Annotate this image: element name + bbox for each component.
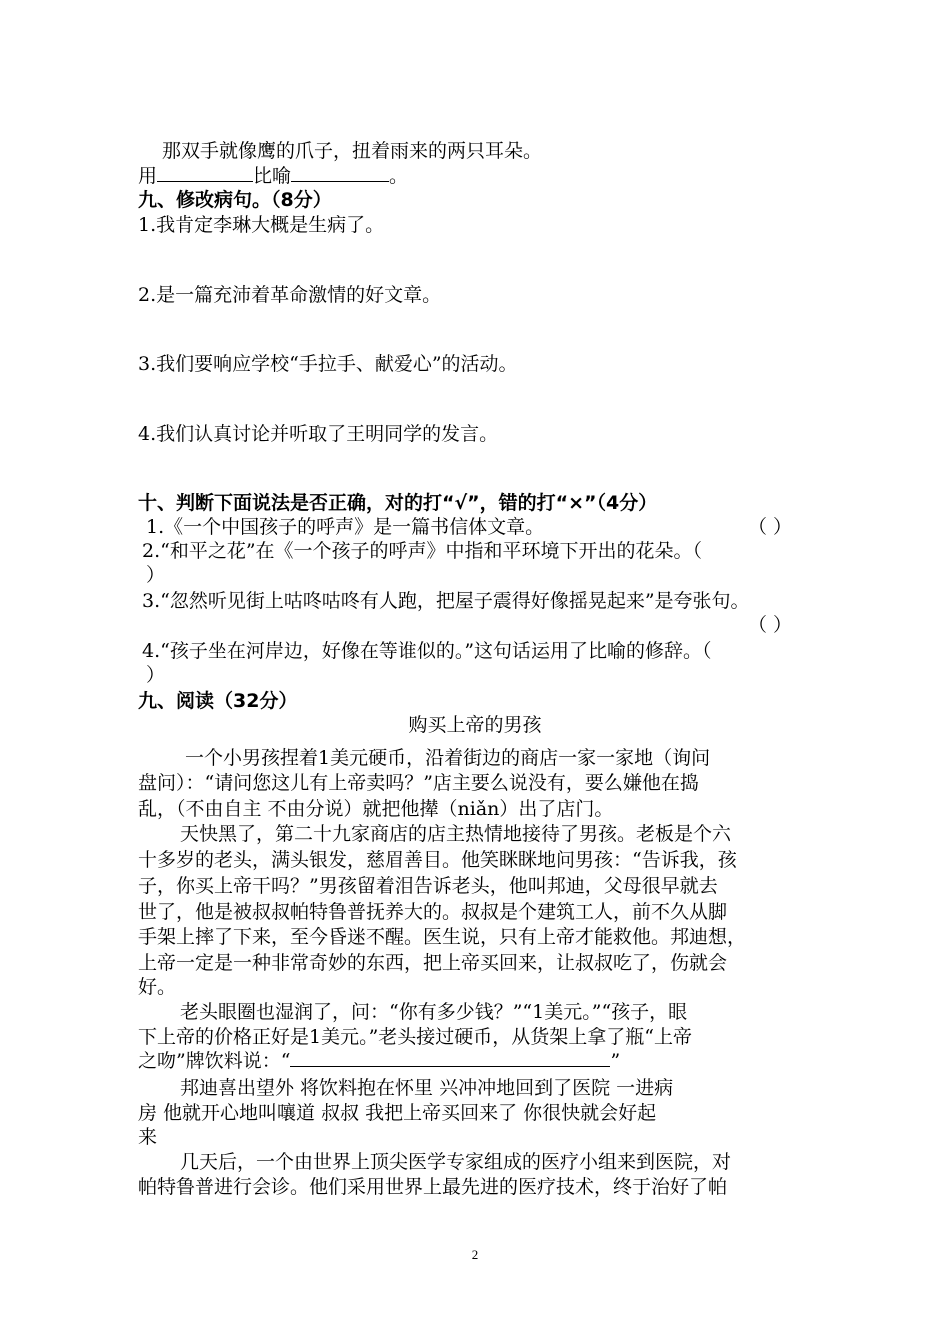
fill-in-line — [138, 1050, 620, 1072]
question-item: 2.“和平之花”在《一个孩子的呼声》中指和平环境下开出的花朵。（ — [142, 540, 703, 562]
passage-line: 盘问）：“请问您这儿有上帝卖吗？”店主要么说没有，要么嫌他在捣 — [138, 772, 699, 794]
question-item: 2.是一篇充沛着革命激情的好文章。 — [138, 284, 442, 306]
passage-line: 天快黑了，第二十九家商店的店主热情地接待了男孩。老板是个六 — [180, 823, 732, 845]
passage-line: 上帝一定是一种非常奇妙的东西，把上帝买回来，让叔叔吃了，伤就会 — [138, 952, 728, 974]
section-heading: 九、阅读（32分） — [138, 690, 298, 712]
sentence-line: 那双手就像鹰的爪子，扭着雨来的两只耳朵。 — [162, 140, 543, 162]
passage-text: 之吻”牌饮料说：“ — [138, 1050, 291, 1072]
answer-parentheses[interactable]: （ ） — [748, 516, 793, 538]
simile-fill-line — [138, 165, 408, 187]
page-number: 2 — [471, 1247, 479, 1262]
close-quote: ” — [610, 1050, 621, 1072]
passage-line: 世了，他是被叔叔帕特鲁普抚养大的。叔叔是个建筑工人，前不久从脚 — [138, 901, 728, 923]
section-heading: 九、修改病句。（8分） — [138, 189, 332, 211]
question-item: 3.“忽然听见街上咕咚咕咚有人跑，把屋子震得好像摇晃起来”是夸张句。 — [142, 590, 750, 612]
passage-line: 一个小男孩捏着1美元硬币，沿着街边的商店一家一家地（询问 — [185, 747, 711, 769]
answer-blank-3[interactable] — [290, 1050, 610, 1067]
passage-line: 邦迪喜出望外 将饮料抱在怀里 兴冲冲地回到了医院 一进病 — [180, 1077, 674, 1099]
passage-line: 十多岁的老头，满头银发，慈眉善目。他笑眯眯地问男孩：“告诉我，孩 — [138, 849, 737, 871]
passage-line: 帕特鲁普进行会诊。他们采用世界上最先进的医疗技术，终于治好了帕 — [138, 1176, 728, 1198]
simile-text: 比喻 — [253, 165, 292, 187]
answer-blank-1[interactable] — [157, 165, 253, 182]
period-text: 。 — [389, 165, 409, 187]
passage-line: 好。 — [138, 976, 177, 998]
passage-line: 几天后，一个由世界上顶尖医学专家组成的医疗小组来到医院，对 — [180, 1151, 732, 1173]
passage-line: 下上帝的价格正好是1美元。”老头接过硬币，从货架上拿了瓶“上帝 — [138, 1026, 693, 1048]
passage-line: 房 他就开心地叫嚷道 叔叔 我把上帝买回来了 你很快就会好起 — [138, 1102, 657, 1124]
answer-parentheses-close: ） — [146, 564, 166, 586]
question-item: 3.我们要响应学校“手拉手、献爱心”的活动。 — [138, 353, 518, 375]
question-item: 4.“孩子坐在河岸边，好像在等谁似的。”这句话运用了比喻的修辞。（ — [142, 640, 712, 662]
passage-line: 老头眼圈也湿润了，问：“你有多少钱？”“1美元。”“孩子，眼 — [180, 1001, 688, 1023]
question-item: 1.我肯定李琳大概是生病了。 — [138, 214, 385, 236]
prefix-text: 用 — [138, 165, 158, 187]
question-item: 1.《一个中国孩子的呼声》是一篇书信体文章。 — [146, 516, 545, 538]
passage-line: 子，你买上帝干吗？”男孩留着泪告诉老头，他叫邦迪，父母很早就去 — [138, 875, 718, 897]
passage-line: 手架上摔了下来，至今昏迷不醒。医生说，只有上帝才能救他。邦迪想， — [138, 926, 747, 948]
answer-blank-2[interactable] — [291, 165, 389, 182]
section-heading: 十、判断下面说法是否正确，对的打“√”，错的打“×”（4分） — [138, 492, 658, 514]
passage-title: 购买上帝的男孩 — [408, 714, 542, 736]
question-item: 4.我们认真讨论并听取了王明同学的发言。 — [138, 423, 499, 445]
answer-parentheses-close: ） — [146, 664, 166, 686]
passage-line: 乱，（不由自主 不由分说）就把他撵（niǎn）出了店门。 — [138, 798, 614, 820]
answer-parentheses[interactable]: （ ） — [748, 614, 793, 636]
passage-line: 来 — [138, 1126, 158, 1148]
